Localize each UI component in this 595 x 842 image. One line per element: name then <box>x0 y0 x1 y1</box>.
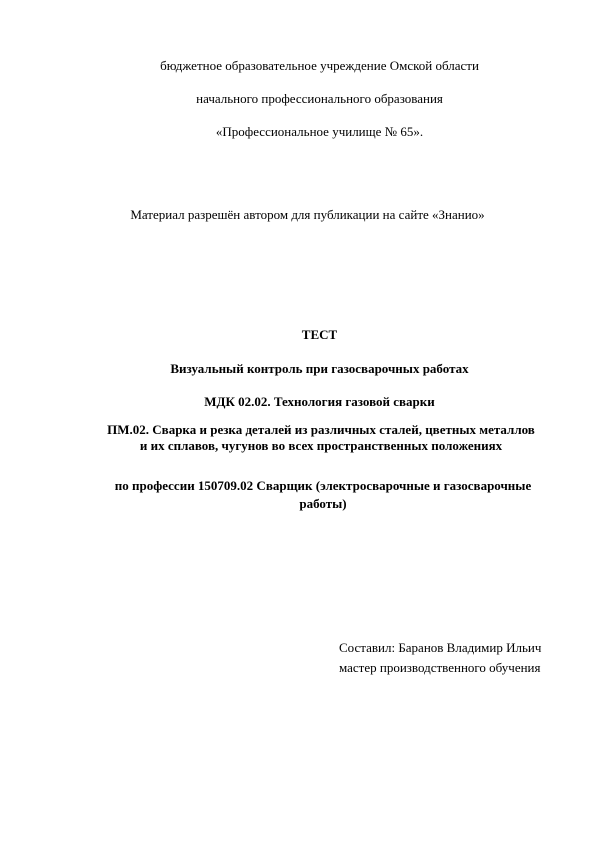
author-name: Составил: Баранов Владимир Ильич <box>339 640 542 655</box>
test-subtitle: Визуальный контроль при газосварочных работах <box>170 361 469 376</box>
institution-name: «Профессиональное училище № 65». <box>215 124 424 139</box>
test-title: ТЕСТ <box>301 327 338 342</box>
module-line-2: и их сплавов, чугунов во всех пространственных положениях <box>139 438 503 453</box>
profession-line-2: работы) <box>299 496 347 511</box>
course-name: МДК 02.02. Технология газовой сварки <box>204 394 435 409</box>
profession-description <box>90 477 556 513</box>
author-block <box>339 638 541 678</box>
author-position: мастер производственного обучения <box>339 660 541 675</box>
module-description <box>86 422 556 454</box>
institution-line-1: бюджетное образовательное учреждение Омской области <box>160 58 479 73</box>
module-line-1: ПМ.02. Сварка и резка деталей из различных сталей, цветных металлов <box>107 422 535 437</box>
profession-line-1: по профессии 150709.02 Сварщик (электросварочные и газосварочные <box>114 478 532 493</box>
institution-line-2: начального профессионального образования <box>196 91 443 106</box>
publication-permission: Материал разрешён автором для публикации на сайте «Знанио» <box>130 207 485 222</box>
